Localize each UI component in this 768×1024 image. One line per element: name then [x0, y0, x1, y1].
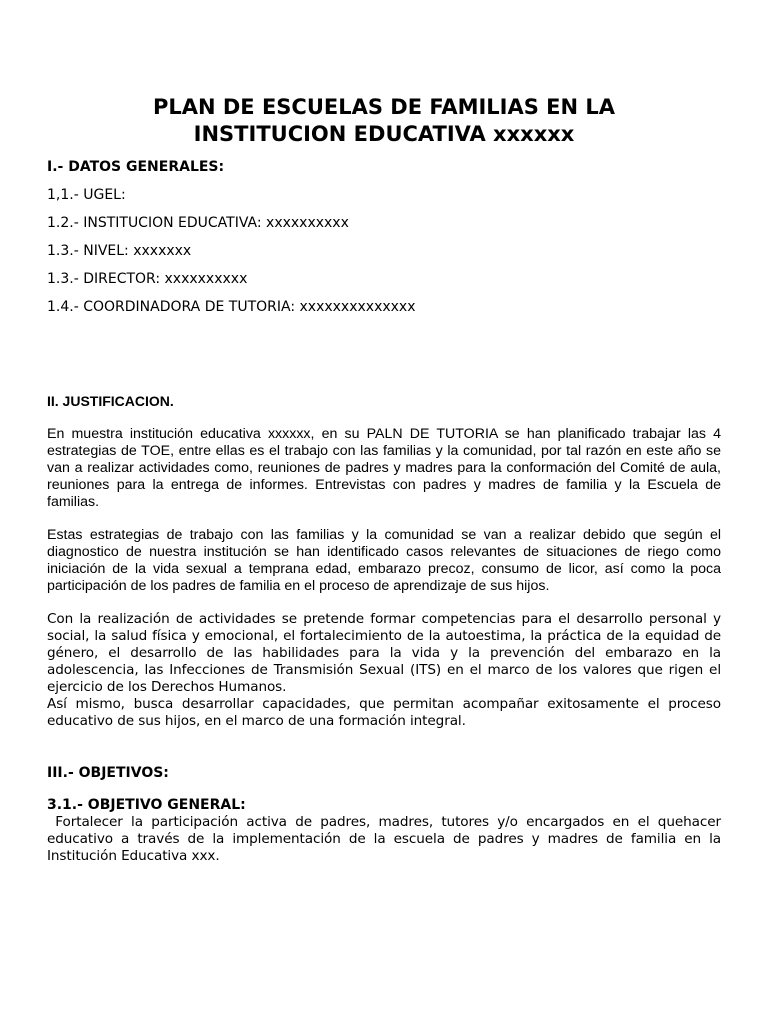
title-line-1: PLAN DE ESCUELAS DE FAMILIAS EN LA	[152, 95, 616, 119]
section-1-heading: I.- DATOS GENERALES:	[47, 159, 225, 175]
data-item-director: 1.3.- DIRECTOR: xxxxxxxxxx	[47, 271, 248, 287]
data-item-institucion: 1.2.- INSTITUCION EDUCATIVA: xxxxxxxxxx	[47, 215, 349, 231]
objetivo-general-paragraph: Fortalecer la participación activa de padres, madres, tutores y/o encargados en el quehacer educativo a través de la implementación de la escuela de padres y madres de familia en la Institución Educativa xxx.	[47, 814, 726, 864]
data-item-ugel: 1,1.- UGEL:	[47, 187, 126, 203]
data-item-coordinadora: 1.4.- COORDINADORA DE TUTORIA: xxxxxxxxxxxxxx	[47, 299, 416, 315]
data-item-nivel: 1.3.- NIVEL: xxxxxxx	[47, 243, 192, 259]
objetivo-general-heading: 3.1.- OBJETIVO GENERAL:	[47, 797, 246, 813]
title-line-2: INSTITUCION EDUCATIVA xxxxxx	[193, 122, 575, 146]
section-2-heading: II. JUSTIFICACION.	[47, 393, 174, 409]
justificacion-paragraph-1: En muestra institución educativa xxxxxx, en su PALN DE TUTORIA se han planificado trabajar las 4 estrategias de TOE, entre ellas es el trabajo con las familias y la comunidad, por tal razón en este año se van a realizar actividades como, reuniones de padres y madres para la conformación del Comité de aula, reuniones para la entrega de informes. Entrevistas con padres y madres de familia y la Escuela de familias.	[47, 426, 721, 510]
document-title	[47, 94, 721, 148]
justificacion-paragraph-3: Con la realización de actividades se pretende formar competencias para el desarrollo personal y social, la salud física y emocional, el fortalecimiento de la autoestima, la práctica de la equidad de género, el desarrollo de las habilidades para la vida y la prevención del embarazo en la adolescencia, las Infecciones de Transmisión Sexual (ITS) en el marco de los valores que rigen el ejercicio de los Derechos Humanos.	[47, 611, 721, 695]
justificacion-paragraph-2: Estas estrategias de trabajo con las familias y la comunidad se van a realizar debido que según el diagnostico de nuestra institución se han identificado casos relevantes de situaciones de riego como iniciación de la vida sexual a temprana edad, embarazo precoz, consumo de licor, así como la poca participación de los padres de familia en el proceso de aprendizaje de sus hijos.	[47, 527, 721, 594]
justificacion-paragraph-4: Así mismo, busca desarrollar capacidades, que permitan acompañar exitosamente el proceso educativo de sus hijos, en el marco de una formación integral.	[47, 696, 721, 729]
document-page	[47, 94, 726, 865]
section-3-heading: III.- OBJETIVOS:	[47, 765, 169, 781]
